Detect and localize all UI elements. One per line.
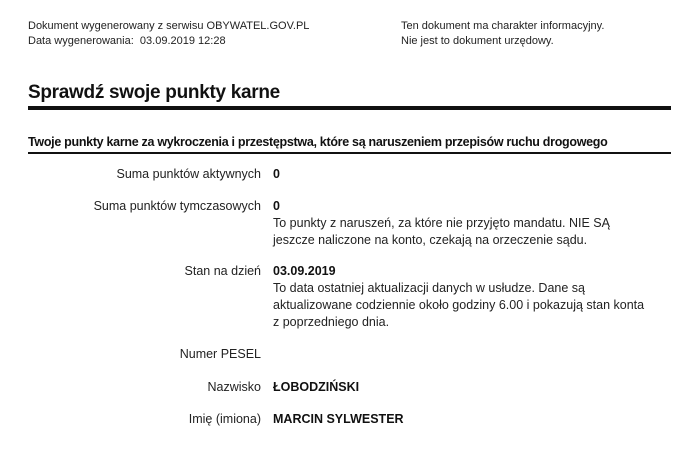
generated-date-value: 03.09.2019 12:28 [139,35,226,47]
temporary-points-label: Suma punktów tymczasowych [93,199,261,213]
surname-label: Nazwisko [207,380,261,394]
note-line: To data ostatniej aktualizacji danych w usłudze. Dane są [273,281,585,295]
disclaimer-line-2: Nie jest to dokument urzędowy. [401,35,554,47]
note-line: jeszcze naliczone na konto, czekają na orzeczenie sądu. [273,233,588,247]
document-source-info [28,19,309,49]
section-title: Twoje punkty karne za wykroczenia i przestępstwa, które są naruszeniem przepisów ruchu drogowego [28,135,608,149]
page-title: Sprawdź swoje punkty karne [28,82,280,103]
as-of-label: Stan na dzień [184,264,261,278]
disclaimer [401,19,604,49]
generated-date-label: Data wygenerowania: [28,35,134,47]
note-line: To punkty z naruszeń, za które nie przyjęto mandatu. NIE SĄ [273,216,610,230]
note-line: aktualizowane codziennie około godziny 6.00 i pokazują stan konta [273,298,645,312]
generated-from-text: Dokument wygenerowany z serwisu OBYWATEL.GOV.PL [28,20,310,32]
surname-value: ŁOBODZIŃSKI [273,380,360,394]
disclaimer-line-1: Ten dokument ma charakter informacyjny. [401,20,605,32]
first-names-value: MARCIN SYLWESTER [273,412,404,426]
as-of-value: 03.09.2019 [273,264,336,278]
note-line: z poprzedniego dnia. [273,315,390,329]
active-points-value: 0 [273,167,280,181]
first-names-label: Imię (imiona) [188,412,261,426]
active-points-label: Suma punktów aktywnych [116,167,261,181]
title-divider [28,106,671,110]
temporary-points-note [273,215,653,249]
section-divider [28,152,671,154]
pesel-label: Numer PESEL [179,347,261,361]
temporary-points-value: 0 [273,199,280,213]
as-of-note [273,280,653,331]
generated-date-line [28,34,309,49]
